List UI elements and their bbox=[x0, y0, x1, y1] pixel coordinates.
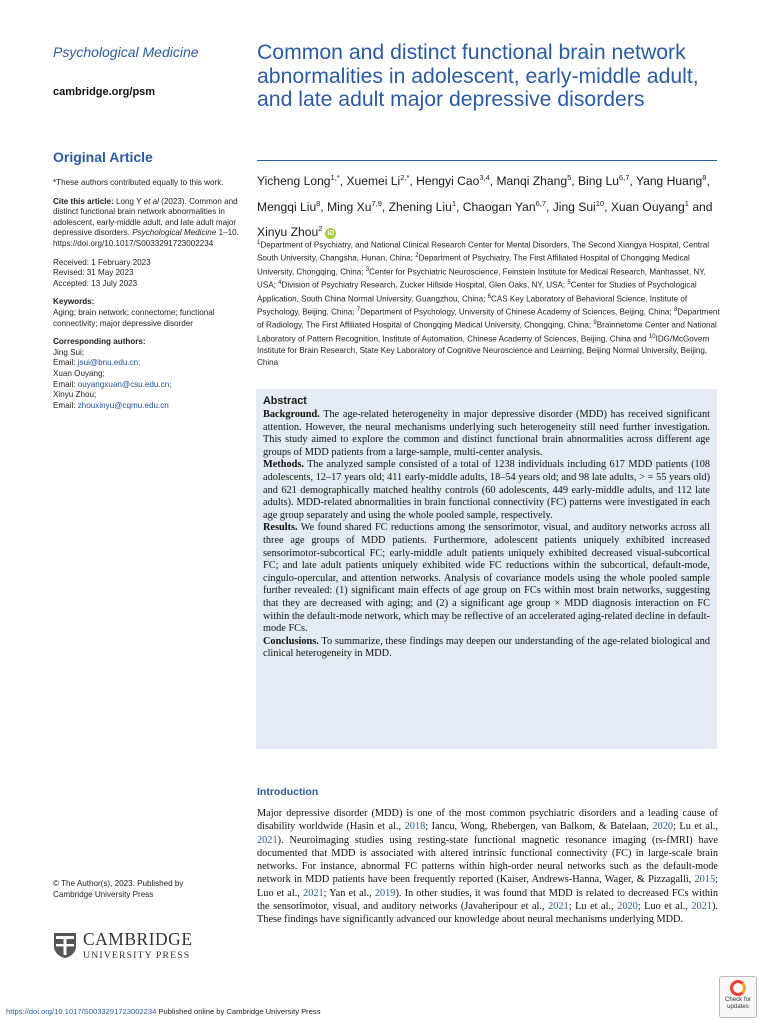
abstract-section bbox=[263, 636, 710, 661]
corr-label: Corresponding authors: bbox=[53, 337, 146, 347]
abstract-section bbox=[263, 409, 710, 459]
corr-email-link[interactable]: zhouxinyu@cqmu.edu.cn bbox=[77, 400, 169, 410]
abstract-section-text: The age-related heterogeneity in major depressive disorder (MDD) has received significant attention. However, the neural mechanisms underlying such heterogeneity still need further investigation. This study aimed to explore the common and distinct functional brain abnormalities across different age groups of MDD patients from a large-sample, multi-center analysis. bbox=[263, 409, 710, 458]
check-for-updates-icon[interactable] bbox=[719, 976, 757, 1018]
abstract-section-label: Background. bbox=[263, 409, 320, 420]
abstract-section-text: We found shared FC reductions among the sensorimotor, visual, and auditory networks across all three age groups of MDD patients. Furthermore, adolescent patients uniquely exhibited increased sensorimotor-subcortical FC; early-middle adult patients uniquely exhibited decreased visual-subcortical FC; and late adult patients uniquely exhibited wide FC reductions within the subcortical, default-mode, cingulo-opercular, and attention networks. Analysis of covariance models using the whole pooled sample further revealed: (1) significant main effects of age group on FCs within most brain networks, suggesting that they are decreased with aging; and (2) a significant age group × MDD diagnosis interaction on FC within the default-mode network, which may be reflective of an accelerated aging-related decline in default-mode FCs. bbox=[263, 522, 710, 635]
footer-doi bbox=[6, 1007, 321, 1016]
received-date: Received: 1 February 2023 bbox=[53, 257, 151, 267]
cite-body: (2023). Common and distinct functional brain network abnormalities in adolescent, early-middle adult, and late adult major depressive disorders. bbox=[53, 196, 238, 238]
abstract-section bbox=[263, 459, 710, 522]
corr-name: Xuan Ouyang; bbox=[53, 368, 105, 378]
abstract-section bbox=[263, 522, 710, 635]
logo-line-2: UNIVERSITY PRESS bbox=[83, 949, 191, 961]
introduction-heading: Introduction bbox=[257, 786, 319, 798]
journal-name: Psychological Medicine bbox=[53, 44, 199, 60]
keywords: Aging; brain network; connectome; functional connectivity; major depressive disorder bbox=[53, 307, 215, 328]
footer-doi-link[interactable]: https://doi.org/10.1017/S0033291723002234 bbox=[6, 1007, 157, 1016]
introduction-body: Major depressive disorder (MDD) is one of the most common psychiatric disorders and a leading cause of disability worldwide (Hasin et al., 2018; Iancu, Wong, Rhebergen, van Balkom, & Batelaan, 2020; Lu et al., 2021). Neuroimaging studies using resting-state functional magnetic resonance imaging (rs-fMRI) have documented that MDD is associated with altered intrinsic functional connectivity (FC) in large-scale brain networks. For instance, abnormal FC patterns within high-order neural networks such as the default-mode network in MDD patients have been frequently reported (Kaiser, Andrews-Hanna, Wager, & Pizzagalli, 2015; Luo et al., 2021; Yan et al., 2019). In other studies, it was found that MDD is related to decreased FCs within the sensorimotor, visual, and auditory networks (Javaheripour et al., 2021; Lu et al., 2020; Luo et al., 2021). These findings have significantly advanced our knowledge about neural mechanisms underlying MDD. bbox=[257, 808, 718, 926]
copyright-notice bbox=[53, 879, 243, 900]
publisher-logo bbox=[53, 931, 193, 960]
copyright-line: © The Author(s), 2023. Published by bbox=[53, 879, 184, 888]
corr-email-label: Email: bbox=[53, 379, 76, 389]
abstract-heading: Abstract bbox=[263, 395, 307, 407]
abstract-section-label: Methods. bbox=[263, 459, 304, 471]
revised-date: Revised: 31 May 2023 bbox=[53, 268, 134, 278]
article-title: Common and distinct functional brain network abnormalities in adolescent, early-middle adult, and late adult major depressive disorders bbox=[257, 41, 699, 111]
dates-block bbox=[53, 258, 241, 290]
footer-published: Published online by Cambridge University Press bbox=[156, 1007, 321, 1016]
logo-line-1: CAMBRIDGE bbox=[83, 929, 193, 949]
cambridge-crest-icon bbox=[53, 932, 77, 959]
abstract-section-label: Conclusions. bbox=[263, 635, 319, 647]
corr-name: Xinyu Zhou; bbox=[53, 390, 97, 400]
cite-authors: Long Y bbox=[115, 196, 142, 206]
updates-ring-icon bbox=[730, 980, 746, 996]
corr-email-label: Email: bbox=[53, 358, 76, 368]
abstract-section-text: To summarize, these findings may deepen our understanding of the age-related biological and clinical heterogeneity in MDD. bbox=[263, 635, 710, 660]
corresponding-authors bbox=[53, 337, 241, 411]
corr-name: Jing Sui; bbox=[53, 347, 85, 357]
equal-contribution-note: *These authors contributed equally to this work. bbox=[53, 178, 224, 187]
orcid-icon[interactable]: iD bbox=[327, 229, 335, 237]
affiliations: $^1$Department of Psychiatry, and National Clinical Research Center for Mental Disorders, The Second Xiangya Hospital, Central South University, Changsha, Hunan, China; $^2$Department of Psychiatry, The First Affiliated Hospital of Chongqing Medical University, Chongqing, China; $^3$Center for Psychiatric Neuroscience, Feinstein Institute for Medical Research, Manhasset, NY, USA; $^4$Division of Psychiatry Research, Zucker Hillside Hospital, Glen Oaks, NY, USA; $^5$Center for Studies of Psychological Application, South China Normal University, Guangzhou, China; $^6$CAS Key Laboratory of Behavioral Science, Institute of Psychology, Beijing, China; $^7$Department of Psychology, University of Chinese Academy of Sciences, Beijing, China; $^8$Department of Radiology, The First Affiliated Hospital of Chongqing Medical University, Chongqing, China; $^9$Brainnetome Center and National Laboratory of Pattern Recognition, Institute of Automation, Chinese Academy of Sciences, Beijing, China and $^{10}$IDG/McGovern Institute for Brain Research, State Key Laboratory of Cognitive Neuroscience and Learning, Beijing Normal University, Beijing, China bbox=[257, 240, 720, 367]
article-type: Original Article bbox=[53, 149, 153, 165]
abstract-section-label: Results. bbox=[263, 522, 298, 534]
copyright-line: Cambridge University Press bbox=[53, 889, 154, 899]
keywords-label: Keywords: bbox=[53, 297, 95, 307]
abstract-box bbox=[256, 389, 717, 749]
title-divider bbox=[257, 160, 717, 161]
cite-journal: Psychological Medicine bbox=[132, 228, 217, 238]
abstract-section-text: The analyzed sample consisted of a total of 1238 individuals including 617 MDD patients (108 adolescents, 12–17 years old; 411 early-middle adults, 18–54 years old; and 98 late adults, > = 55 years old) and 621 demographically matched healthy controls (60 adolescents, 449 early-middle adults, and 112 late adults). MDD-related abnormalities in brain functional connectivity (FC) patterns were investigated in each age group separately and using the whole pooled sample, respectively. bbox=[263, 459, 710, 521]
cite-etal: et al bbox=[143, 196, 159, 206]
citation-block bbox=[53, 197, 241, 250]
corr-email-link[interactable]: ouyangxuan@csu.edu.cn; bbox=[77, 379, 172, 389]
accepted-date: Accepted: 13 July 2023 bbox=[53, 278, 138, 288]
article-sidebar bbox=[53, 178, 241, 419]
updates-line-1: Check for bbox=[724, 996, 752, 1003]
corr-email-link[interactable]: jsui@bnu.edu.cn; bbox=[77, 358, 141, 368]
keywords-block bbox=[53, 297, 241, 329]
journal-site[interactable]: cambridge.org/psm bbox=[53, 86, 156, 98]
updates-line-2: updates bbox=[727, 1002, 749, 1010]
cite-label: Cite this article: bbox=[53, 196, 114, 206]
corr-email-label: Email: bbox=[53, 400, 76, 410]
abstract-body bbox=[263, 409, 710, 661]
author-names: Yicheng Long$^{1,*}$, Xuemei $Li^{2,*}$, Hengyi Cao$^{3,4}$, Manqi Zhang$^5$, Bing Lu$^{6,7}$, Yang Huang$^8$, Mengqi Liu$^8$, Ming Xu$^{7,9}$, Zhening Liu$^1$, Chaogan Yan$^{6,7}$, Jing Sui$^{10}$, Xuan Ouyang$^1$ and Xinyu Zhou$^2$ bbox=[257, 173, 713, 240]
author-list bbox=[257, 167, 727, 244]
cite-tail[interactable]: 1–10. https://doi.org/10.1017/S0033291723002234 bbox=[53, 228, 239, 248]
